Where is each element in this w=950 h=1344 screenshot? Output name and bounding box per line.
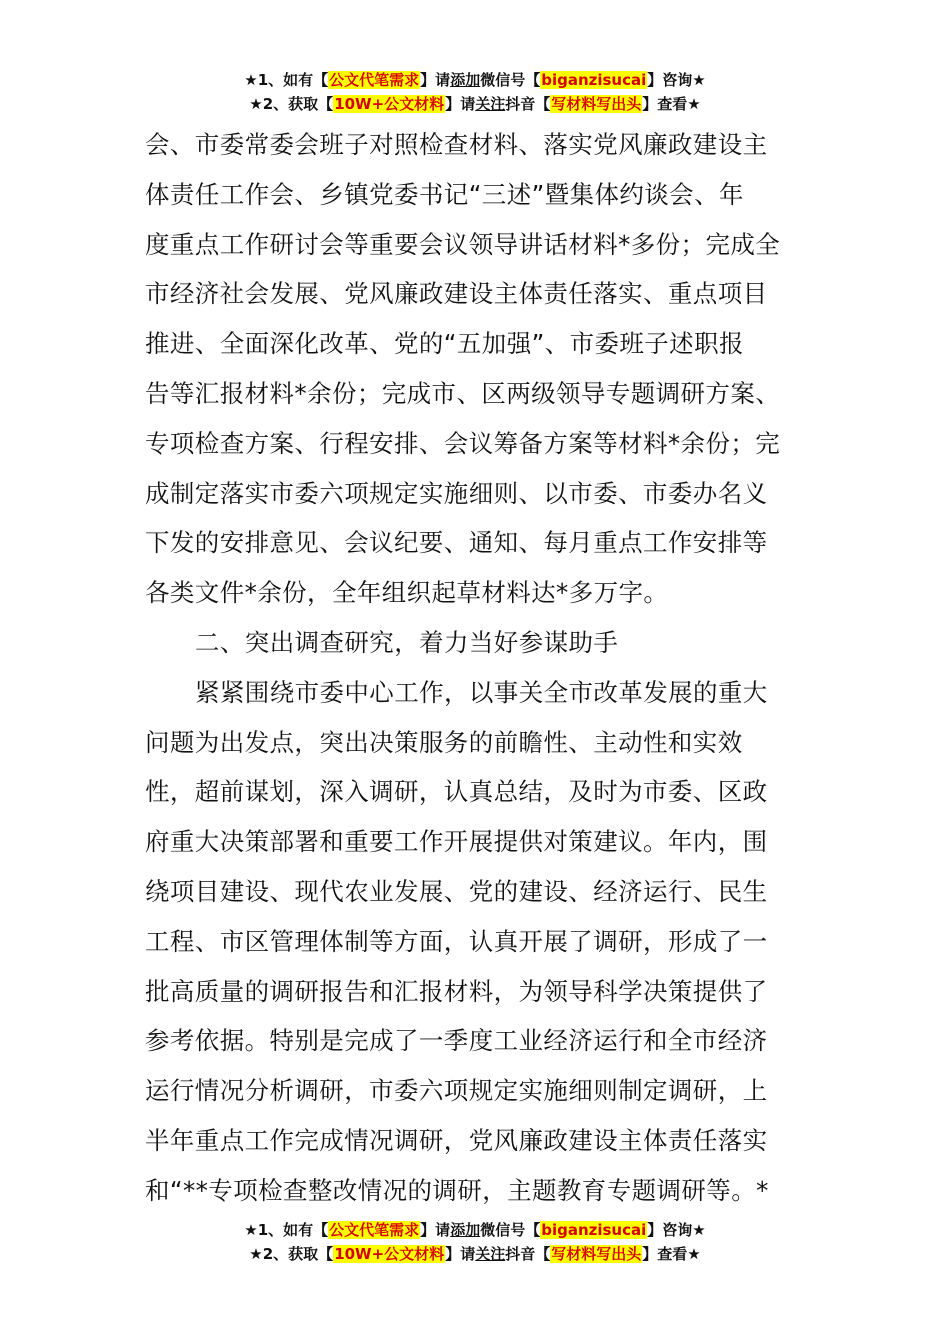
banner-text: ★2、获取【 xyxy=(249,95,334,113)
banner-text: 】请 xyxy=(420,1221,451,1239)
body-line: 专项检查方案、行程安排、会议筹备方案等材料*余份；完 xyxy=(145,428,781,458)
banner-text: 抖音【 xyxy=(505,95,551,113)
banner-highlight: 公文代笔需求 xyxy=(329,71,420,89)
body-line: 会、市委常委会班子对照检查材料、落实党风廉政建设主 xyxy=(145,130,768,159)
body-line: 下发的安排意见、会议纪要、通知、每月重点工作安排等 xyxy=(145,528,768,558)
banner-text: 】请 xyxy=(445,1245,476,1263)
body-line: 工程、市区管理体制等方面，认真开展了调研，形成了一 xyxy=(145,926,768,956)
banner-underline: 关注 xyxy=(475,1245,506,1263)
banner-text: ★1、如有【 xyxy=(244,71,329,89)
banner-text: 】查看★ xyxy=(642,1245,701,1263)
body-line: 府重大决策部署和重要工作开展提供对策建议。年内，围 xyxy=(145,827,768,857)
body-line: 推进、全面深化改革、党的“五加强”、市委班子述职报 xyxy=(145,329,744,359)
banner-highlight: biganzisucai xyxy=(541,71,647,89)
body-line: 批高质量的调研报告和汇报材料，为领导科学决策提供了 xyxy=(145,976,768,1006)
body-line: 参考依据。特别是完成了一季度工业经济运行和全市经济 xyxy=(145,1026,768,1056)
body-line: 问题为出发点，突出决策服务的前瞻性、主动性和实效 xyxy=(145,727,743,757)
section-heading: 二、突出调查研究，着力当好参谋助手 xyxy=(195,627,619,657)
header-banner xyxy=(0,68,950,116)
banner-text: 】请 xyxy=(445,95,476,113)
header-banner-line-2 xyxy=(0,92,950,116)
body-line: 半年重点工作完成情况调研，党风廉政建设主体责任落实 xyxy=(145,1125,768,1155)
footer-banner xyxy=(0,1218,950,1266)
body-line: 绕项目建设、现代农业发展、党的建设、经济运行、民生 xyxy=(145,876,768,906)
body-line: 紧紧围绕市委中心工作，以事关全市改革发展的重大 xyxy=(195,677,768,707)
banner-highlight: 公文代笔需求 xyxy=(329,1221,420,1239)
banner-highlight: 10W+公文材料 xyxy=(334,1245,445,1263)
banner-text: 】请 xyxy=(420,71,451,89)
footer-banner-line-1 xyxy=(0,1218,950,1242)
banner-text: 微信号【 xyxy=(480,1221,541,1239)
banner-text: 】查看★ xyxy=(642,95,701,113)
body-line: 度重点工作研讨会等重要会议领导讲话材料*多份；完成全 xyxy=(145,229,781,259)
banner-highlight: 写材料写出头 xyxy=(551,1245,642,1263)
body-line: 告等汇报材料*余份；完成市、区两级领导专题调研方案、 xyxy=(145,378,781,408)
document-body xyxy=(145,120,810,1216)
header-banner-line-1 xyxy=(0,68,950,92)
body-line: 性，超前谋划，深入调研，认真总结，及时为市委、区政 xyxy=(145,777,768,807)
banner-text: 抖音【 xyxy=(505,1245,551,1263)
banner-highlight: 写材料写出头 xyxy=(551,95,642,113)
body-line: 市经济社会发展、党风廉政建设主体责任落实、重点项目 xyxy=(145,279,768,309)
body-line: 成制定落实市委六项规定实施细则、以市委、市委办名义 xyxy=(145,478,768,508)
banner-text: ★1、如有【 xyxy=(244,1221,329,1239)
banner-text: 】咨询★ xyxy=(647,1221,706,1239)
banner-highlight: biganzisucai xyxy=(541,1221,647,1239)
banner-underline: 关注 xyxy=(475,95,506,113)
footer-banner-line-2 xyxy=(0,1242,950,1266)
banner-text: 微信号【 xyxy=(480,71,541,89)
banner-underline: 添加 xyxy=(450,71,481,89)
banner-underline: 添加 xyxy=(450,1221,481,1239)
banner-text: 】咨询★ xyxy=(647,71,706,89)
body-line: 各类文件*余份，全年组织起草材料达*多万字。 xyxy=(145,578,669,608)
body-line: 体责任工作会、乡镇党委书记“三述”暨集体约谈会、年 xyxy=(145,179,744,209)
banner-text: ★2、获取【 xyxy=(249,1245,334,1263)
body-line: 和“**专项检查整改情况的调研，主题教育专题调研等。* xyxy=(145,1175,769,1205)
banner-highlight: 10W+公文材料 xyxy=(334,95,445,113)
body-line: 运行情况分析调研，市委六项规定实施细则制定调研，上 xyxy=(145,1076,768,1106)
